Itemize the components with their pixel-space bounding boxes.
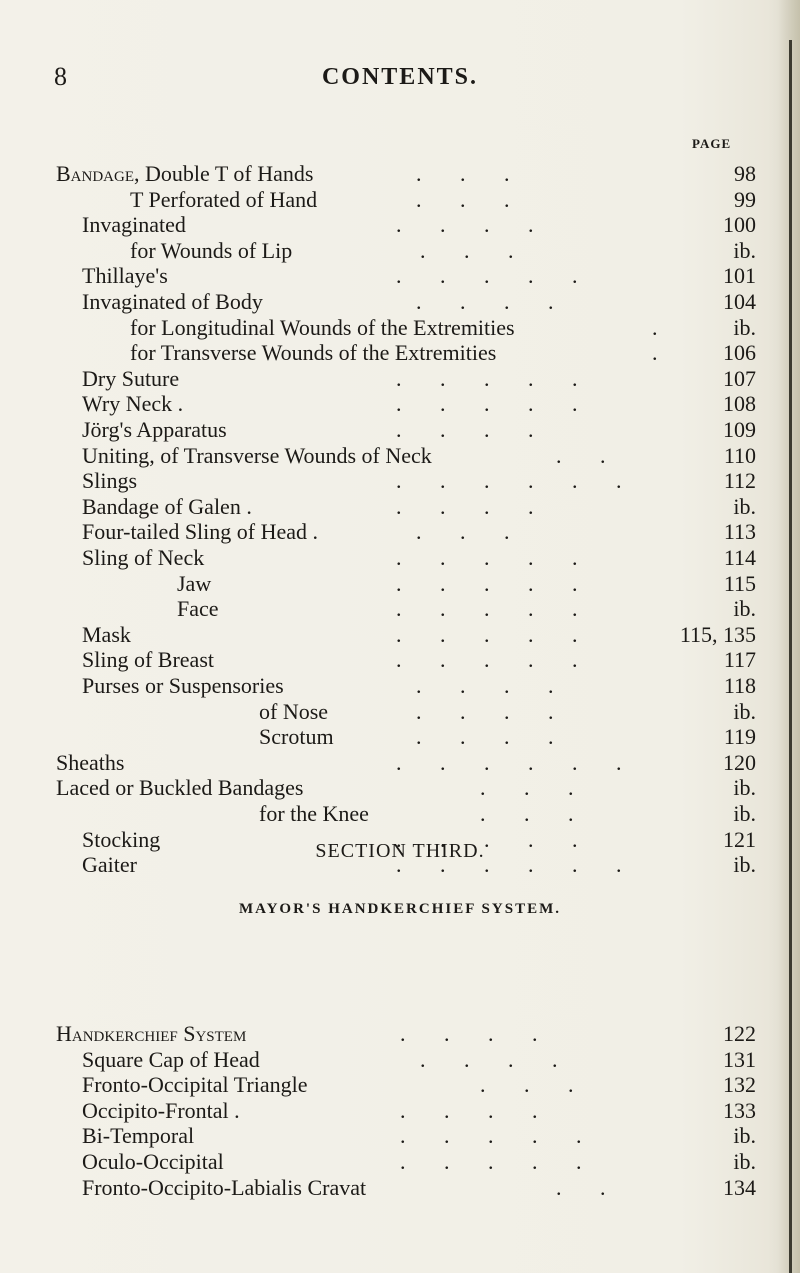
toc-entry-page-number: 108 bbox=[723, 391, 756, 417]
toc-entry-page-number: ib. bbox=[733, 801, 756, 826]
toc-entry-lead: Bandage, bbox=[56, 161, 140, 186]
toc-entry bbox=[0, 315, 800, 340]
toc-entry-text: Double T of Hands bbox=[139, 161, 314, 186]
toc-entry-text: Invaginated bbox=[82, 212, 186, 238]
toc-entry bbox=[0, 724, 800, 749]
toc-entry bbox=[0, 571, 800, 596]
toc-entry bbox=[0, 596, 800, 621]
toc-entry-leader-dots: . . . bbox=[416, 186, 510, 212]
toc-entry bbox=[0, 545, 800, 570]
toc-entry-text: Jörg's Apparatus bbox=[82, 417, 227, 442]
toc-entry bbox=[0, 699, 800, 724]
toc-entry-text: Four-tailed Sling of Head . bbox=[82, 519, 319, 545]
toc-entry-leader-dots: . . . bbox=[416, 161, 510, 186]
toc-entry-page-number: 115, 135 bbox=[679, 621, 756, 647]
toc-entry-text: Sling of Breast bbox=[82, 647, 214, 673]
toc-entry bbox=[0, 1021, 800, 1046]
toc-entry-page-number: ib. bbox=[733, 596, 756, 622]
toc-entry-text: Purses or Suspensories bbox=[82, 673, 284, 698]
toc-entry-label bbox=[130, 187, 317, 212]
toc-entry bbox=[0, 366, 800, 391]
toc-entry-label bbox=[82, 673, 284, 698]
toc-entry-label bbox=[82, 289, 263, 314]
toc-entry-label bbox=[82, 443, 432, 468]
toc-entry-label bbox=[56, 750, 124, 775]
toc-entry-leader-dots: . . . . . bbox=[396, 545, 578, 570]
toc-entry-text: Laced or Buckled Bandages bbox=[56, 775, 304, 801]
toc-entry-label bbox=[82, 417, 227, 442]
toc-entry-label bbox=[82, 1123, 194, 1148]
toc-entry-page-number: 98 bbox=[734, 161, 756, 186]
toc-entry-page-number: ib. bbox=[733, 314, 756, 340]
toc-entry-page-number: 109 bbox=[723, 417, 756, 442]
toc-entry-page-number: 118 bbox=[723, 673, 756, 698]
toc-entry bbox=[0, 494, 800, 519]
toc-entry-label bbox=[177, 571, 211, 596]
page-column-heading: PAGE bbox=[692, 136, 732, 151]
toc-entry-text: of Nose bbox=[259, 698, 329, 724]
toc-entry-label bbox=[82, 622, 131, 647]
toc-entry-page-number: 122 bbox=[723, 1021, 756, 1046]
toc-entry-text: Wry Neck . bbox=[82, 391, 184, 417]
toc-entry-leader-dots: . . . bbox=[480, 801, 574, 826]
toc-entry-page-number: ib. bbox=[733, 1123, 756, 1149]
toc-entry-label bbox=[56, 161, 313, 186]
toc-entry-text: Bandage of Galen . bbox=[82, 493, 252, 519]
toc-entry-page-number: ib. bbox=[733, 1149, 756, 1174]
toc-entry-leader-dots: . . . bbox=[480, 1072, 574, 1098]
toc-entry-leader-dots: . . . . bbox=[396, 417, 534, 442]
toc-entry-label bbox=[82, 545, 204, 570]
toc-entry-page-number: 115 bbox=[723, 570, 756, 596]
toc-entry-text: Stocking bbox=[82, 826, 161, 852]
toc-entry-text: for Transverse Wounds of the Extremities bbox=[130, 340, 497, 366]
toc-entry-label bbox=[259, 801, 369, 826]
toc-entry-leader-dots: . . . . . bbox=[396, 263, 578, 289]
toc-entry-leader-dots: . . . . . bbox=[396, 570, 578, 596]
toc-entry-text: Fronto-Occipital Triangle bbox=[82, 1072, 308, 1098]
toc-entry-leader-dots: . . . . bbox=[400, 1021, 538, 1046]
toc-entry bbox=[0, 673, 800, 698]
toc-entry-label bbox=[82, 647, 214, 672]
toc-entry-text: Sheaths bbox=[56, 749, 125, 775]
toc-entry-leader-dots: . . . . . bbox=[396, 647, 578, 673]
toc-entry-leader-dots: . . . . . bbox=[396, 365, 578, 391]
toc-entry-label bbox=[259, 699, 328, 724]
toc-entry-leader-dots: . . . . bbox=[416, 698, 554, 724]
running-title: CONTENTS. bbox=[321, 64, 479, 90]
toc-entry bbox=[0, 289, 800, 314]
toc-entry-leader-dots: . . . . . . bbox=[396, 749, 622, 775]
toc-entry-text: Thillaye's bbox=[82, 263, 168, 289]
toc-entry-leader-dots: . . . . . . bbox=[396, 468, 622, 494]
page-number: 8 bbox=[54, 62, 67, 91]
toc-entry bbox=[0, 775, 800, 800]
toc-entry-page-number: ib. bbox=[733, 698, 756, 724]
toc-entry-label bbox=[82, 366, 179, 391]
toc-entry-page-number: 113 bbox=[723, 519, 756, 545]
toc-entry-label bbox=[82, 468, 137, 493]
toc-entry-leader-dots: . . . . bbox=[416, 673, 554, 698]
toc-entry-text: T Perforated of Hand bbox=[130, 186, 318, 212]
toc-entry bbox=[0, 443, 800, 468]
toc-entry-text: Mask bbox=[82, 621, 131, 647]
toc-entry bbox=[0, 417, 800, 442]
toc-entry-text: Jaw bbox=[177, 570, 212, 596]
toc-entry bbox=[0, 187, 800, 212]
toc-entry-text: Square Cap of Head bbox=[82, 1046, 260, 1072]
toc-entry-page-number: 100 bbox=[723, 212, 756, 238]
toc-entry-leader-dots: . . . . bbox=[400, 1097, 538, 1123]
toc-entry-text: Slings bbox=[82, 468, 138, 494]
toc-entry-leader-dots: . . . . . bbox=[396, 826, 578, 852]
toc-entry-leader-dots: . . . . . bbox=[400, 1149, 582, 1174]
toc-entry-page-number: 110 bbox=[723, 442, 756, 468]
toc-entry bbox=[0, 622, 800, 647]
toc-entry-leader-dots: . bbox=[652, 314, 658, 340]
toc-entry-text: for Wounds of Lip bbox=[130, 237, 293, 263]
toc-entry-page-number: ib. bbox=[733, 852, 756, 878]
toc-entry-leader-dots: . . . . bbox=[416, 289, 554, 314]
toc-entry-text: Bi-Temporal bbox=[82, 1123, 195, 1149]
toc-entry bbox=[0, 801, 800, 826]
toc-entry-text: Uniting, of Transverse Wounds of Neck bbox=[82, 442, 432, 468]
toc-entry-page-number: ib. bbox=[733, 775, 756, 801]
toc-entry bbox=[0, 1175, 800, 1200]
toc-entry-page-number: 99 bbox=[734, 186, 756, 212]
toc-entry-text: Gaiter bbox=[82, 852, 137, 878]
toc-entry-label bbox=[82, 212, 186, 237]
toc-entry-label bbox=[82, 519, 318, 544]
toc-entry-leader-dots: . . . . . bbox=[396, 391, 578, 417]
toc-entry-page-number: 114 bbox=[723, 545, 756, 570]
toc-entry-page-number: 104 bbox=[723, 289, 756, 314]
toc-entry-text: Dry Suture bbox=[82, 365, 180, 391]
toc-entry-leader-dots: . . . . bbox=[396, 212, 534, 238]
toc-entry-leader-dots: . . . bbox=[416, 519, 510, 545]
toc-entry-page-number: 121 bbox=[723, 826, 756, 852]
toc-entry-leader-dots: . . . . . bbox=[400, 1123, 582, 1149]
toc-entry bbox=[0, 212, 800, 237]
toc-entry bbox=[0, 1149, 800, 1174]
toc-entry-text: Occipito-Frontal . bbox=[82, 1097, 240, 1123]
toc-entry bbox=[0, 1123, 800, 1148]
toc-entry-text: for the Knee bbox=[259, 801, 369, 826]
toc-entry-leader-dots: . . . . . bbox=[396, 621, 578, 647]
toc-entry-label bbox=[177, 596, 219, 621]
toc-entry bbox=[0, 391, 800, 416]
section-title: SECTION THIRD. bbox=[315, 840, 485, 862]
toc-entry-leader-dots: . . . . bbox=[420, 1046, 558, 1072]
toc-entry-leader-dots: . . . . bbox=[396, 493, 534, 519]
toc-entry-label bbox=[56, 1021, 246, 1046]
toc-entry-label bbox=[82, 1072, 307, 1097]
toc-entry-leader-dots: . . . bbox=[480, 775, 574, 801]
toc-entry-label bbox=[82, 1047, 260, 1072]
toc-entry-page-number: 134 bbox=[723, 1174, 756, 1200]
toc-entry-label bbox=[82, 391, 183, 416]
toc-entry-label bbox=[259, 724, 334, 749]
toc-entry bbox=[0, 519, 800, 544]
toc-entry-page-number: 117 bbox=[723, 647, 756, 673]
toc-entry-page-number: 119 bbox=[723, 724, 756, 750]
toc-entry-lead: Handkerchief System bbox=[56, 1021, 247, 1046]
toc-entry-text: Oculo-Occipital bbox=[82, 1149, 224, 1174]
toc-entry-label bbox=[56, 775, 303, 800]
toc-entry bbox=[0, 1072, 800, 1097]
toc-entry-label bbox=[82, 263, 168, 288]
toc-entry-leader-dots: . . bbox=[556, 1174, 606, 1200]
toc-entry bbox=[0, 238, 800, 263]
toc-entry-text: Fronto-Occipito-Labialis Cravat bbox=[82, 1174, 367, 1200]
toc-entry bbox=[0, 161, 800, 186]
toc-entry-label bbox=[82, 1149, 224, 1174]
toc-entry-page-number: ib. bbox=[733, 493, 756, 519]
toc-entry-text: Invaginated of Body bbox=[82, 289, 263, 314]
toc-entry-label bbox=[82, 1175, 366, 1200]
toc-entry-text: Scrotum bbox=[259, 724, 334, 750]
toc-entry bbox=[0, 1098, 800, 1123]
toc-entry-label bbox=[130, 238, 292, 263]
toc-entry-leader-dots: . . bbox=[556, 442, 606, 468]
toc-entry bbox=[0, 340, 800, 365]
toc-entry-page-number: 106 bbox=[723, 340, 756, 366]
toc-entry bbox=[0, 1047, 800, 1072]
toc-entry-leader-dots: . . . bbox=[420, 237, 514, 263]
toc-entry bbox=[0, 647, 800, 672]
toc-entry-label bbox=[82, 494, 252, 519]
toc-entry-leader-dots: . bbox=[652, 340, 658, 366]
toc-entry-leader-dots: . . . . . . bbox=[396, 852, 622, 878]
toc-entry-page-number: 132 bbox=[723, 1072, 756, 1098]
toc-entry-text: Sling of Neck bbox=[82, 545, 205, 570]
toc-entry-text: Face bbox=[177, 596, 219, 622]
toc-entry-leader-dots: . . . . . bbox=[396, 596, 578, 622]
toc-entry-page-number: 120 bbox=[723, 749, 756, 775]
toc-entry-label bbox=[130, 340, 496, 365]
toc-entry-page-number: 133 bbox=[723, 1097, 756, 1123]
toc-entry-label bbox=[82, 1098, 240, 1123]
toc-entry-page-number: 107 bbox=[723, 365, 756, 391]
toc-entry bbox=[0, 263, 800, 288]
toc-entry-leader-dots: . . . . bbox=[416, 724, 554, 750]
toc-entry-text: for Longitudinal Wounds of the Extremities bbox=[130, 314, 515, 340]
toc-entry-page-number: 131 bbox=[723, 1046, 756, 1072]
toc-entry-page-number: 112 bbox=[723, 468, 756, 494]
toc-entry-page-number: 101 bbox=[723, 263, 756, 289]
toc-entry bbox=[0, 468, 800, 493]
toc-entry bbox=[0, 750, 800, 775]
toc-entry-page-number: ib. bbox=[733, 237, 756, 263]
section-subtitle: MAYOR'S HANDKERCHIEF SYSTEM. bbox=[238, 901, 561, 917]
toc-entry-label bbox=[130, 315, 515, 340]
